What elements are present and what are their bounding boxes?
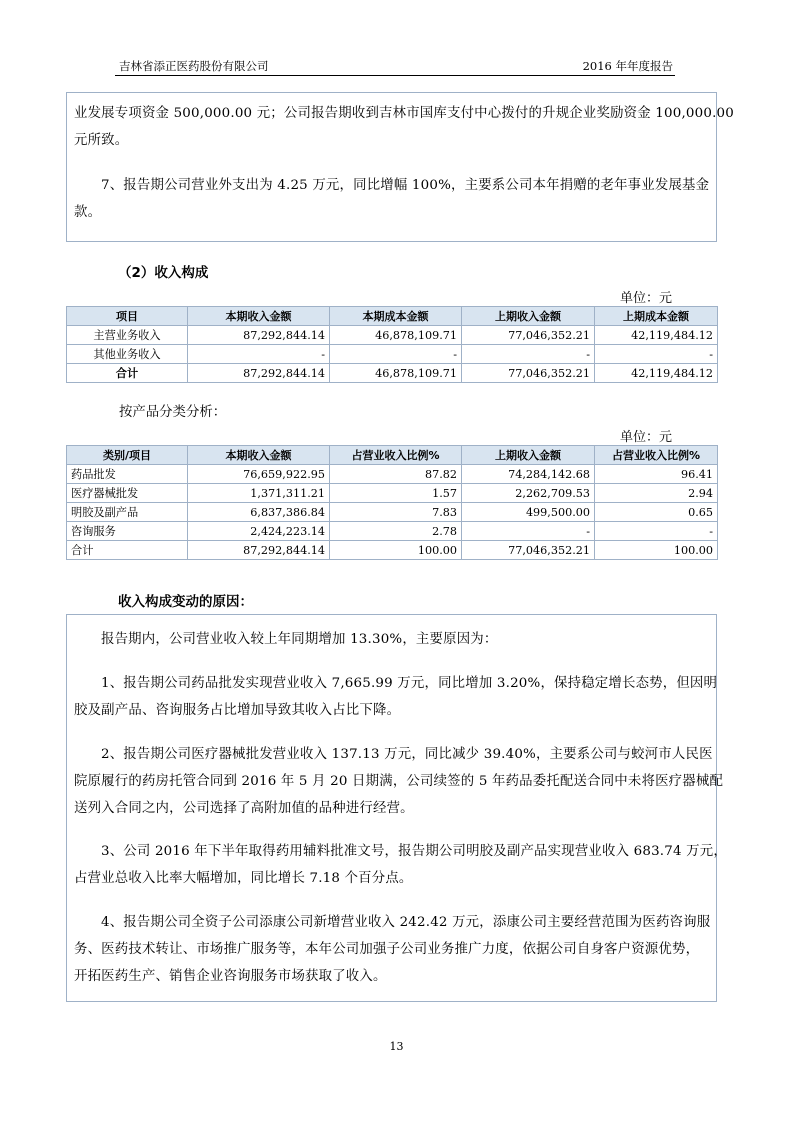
product-category-table [66, 445, 718, 560]
section-income-composition: （2）收入构成 [118, 265, 209, 281]
table-row [67, 345, 718, 364]
table-header-cell: 上期收入金额 [462, 307, 595, 326]
page-header [115, 57, 675, 76]
table-cell: 合计 [67, 364, 188, 383]
report-title: 2016 年年度报告 [582, 59, 673, 73]
table-cell: 明胶及副产品 [67, 503, 188, 522]
table-header-cell: 占营业收入比例% [330, 446, 462, 465]
table-cell: 87,292,844.14 [188, 326, 330, 345]
reason-1-line1: 1、报告期公司药品批发实现营业收入 7,665.99 万元，同比增加 3.20%，保持稳定增长态势，但因明 [101, 676, 718, 691]
table-cell: 2.94 [595, 484, 718, 503]
unit-label-1: 单位：元 [620, 291, 673, 306]
reason-3-line1: 3、公司 2016 年下半年取得药用辅料批准文号，报告期公司明胶及副产品实现营业收入 683.74 万元， [101, 844, 727, 859]
table-row [67, 522, 718, 541]
by-product-label: 按产品分类分析： [119, 405, 227, 420]
table-cell: 499,500.00 [462, 503, 595, 522]
reason-4-line1: 4、报告期公司全资子公司添康公司新增营业收入 242.42 万元，添康公司主要经营范围为医药咨询服 [101, 915, 711, 930]
table-cell: 2,424,223.14 [188, 522, 330, 541]
reason-2-line2: 院原履行的药房托管合同到 2016 年 5 月 20 日期满，公司续签的 5 年药品委托配送合同中未将医疗器械配 [74, 774, 724, 789]
table-cell: 2,262,709.53 [462, 484, 595, 503]
table-header-cell: 项目 [67, 307, 188, 326]
table-row [67, 503, 718, 522]
table-cell: 其他业务收入 [67, 345, 188, 364]
table-cell: 46,878,109.71 [330, 326, 462, 345]
reason-4-line2: 务、医药技术转让、市场推广服务等，本年公司加强子公司业务推广力度，依据公司自身客户资源优势， [74, 942, 700, 957]
table-cell: 77,046,352.21 [462, 364, 595, 383]
table-cell: 药品批发 [67, 465, 188, 484]
table-cell: 74,284,142.68 [462, 465, 595, 484]
table-header-cell: 占营业收入比例% [595, 446, 718, 465]
table-cell: - [330, 345, 462, 364]
table-cell: - [595, 345, 718, 364]
reason-2-line1: 2、报告期公司医疗器械批发营业收入 137.13 万元，同比减少 39.40%，主要系公司与蛟河市人民医 [101, 747, 713, 762]
table-row [67, 326, 718, 345]
table-cell: 主营业务收入 [67, 326, 188, 345]
table-cell: 87,292,844.14 [188, 364, 330, 383]
table-cell: 100.00 [595, 541, 718, 560]
table-cell: 2.78 [330, 522, 462, 541]
table-cell: 87.82 [330, 465, 462, 484]
table-total-row [67, 541, 718, 560]
table-cell: 42,119,484.12 [595, 364, 718, 383]
table-cell: 96.41 [595, 465, 718, 484]
reason-intro: 报告期内，公司营业收入较上年同期增加 13.30%，主要原因为： [101, 632, 498, 647]
unit-label-2: 单位：元 [620, 430, 673, 445]
income-composition-table [66, 306, 718, 383]
table-cell: - [595, 522, 718, 541]
reason-1-line2: 胶及副产品、咨询服务占比增加导致其收入占比下降。 [74, 703, 401, 718]
table-cell: 42,119,484.12 [595, 326, 718, 345]
table-cell: 医疗器械批发 [67, 484, 188, 503]
table-cell: 77,046,352.21 [462, 541, 595, 560]
box1-line4: 款。 [74, 205, 102, 220]
page-number: 13 [389, 1040, 404, 1053]
table-cell: - [462, 522, 595, 541]
reason-2-line3: 送列入合同之内，公司选择了高附加值的品种进行经营。 [74, 801, 414, 816]
table-cell: 87,292,844.14 [188, 541, 330, 560]
table-cell: - [188, 345, 330, 364]
table-cell: 100.00 [330, 541, 462, 560]
table-header-cell: 本期收入金额 [188, 446, 330, 465]
table-cell: 7.83 [330, 503, 462, 522]
box1-line3: 7、报告期公司营业外支出为 4.25 万元，同比增幅 100%，主要系公司本年捐赠的老年事业发展基金 [101, 178, 710, 193]
table-cell: 1,371,311.21 [188, 484, 330, 503]
table-cell: 77,046,352.21 [462, 326, 595, 345]
table-row [67, 465, 718, 484]
table-cell: 1.57 [330, 484, 462, 503]
table-cell: 合计 [67, 541, 188, 560]
company-name: 吉林省添正医药股份有限公司 [119, 59, 269, 73]
table-total-row [67, 364, 718, 383]
table-cell: - [462, 345, 595, 364]
table-row [67, 484, 718, 503]
table-header-row [67, 446, 718, 465]
box1-line1: 业发展专项资金 500,000.00 元；公司报告期收到吉林市国库支付中心拨付的升规企业奖励资金 100,000.00 [74, 106, 734, 121]
table-header-row [67, 307, 718, 326]
table-cell: 6,837,386.84 [188, 503, 330, 522]
table-header-cell: 本期收入金额 [188, 307, 330, 326]
reason-4-line3: 开拓医药生产、销售企业咨询服务市场获取了收入。 [74, 969, 387, 984]
table-header-cell: 上期收入金额 [462, 446, 595, 465]
table-cell: 0.65 [595, 503, 718, 522]
table-header-cell: 类别/项目 [67, 446, 188, 465]
reason-3-line2: 占营业总收入比率大幅增加，同比增长 7.18 个百分点。 [74, 871, 413, 886]
table-cell: 46,878,109.71 [330, 364, 462, 383]
table-cell: 76,659,922.95 [188, 465, 330, 484]
section-change-reasons: 收入构成变动的原因： [118, 594, 253, 610]
table-cell: 咨询服务 [67, 522, 188, 541]
table-header-cell: 本期成本金额 [330, 307, 462, 326]
box1-line2: 元所致。 [74, 133, 129, 148]
table-header-cell: 上期成本金额 [595, 307, 718, 326]
